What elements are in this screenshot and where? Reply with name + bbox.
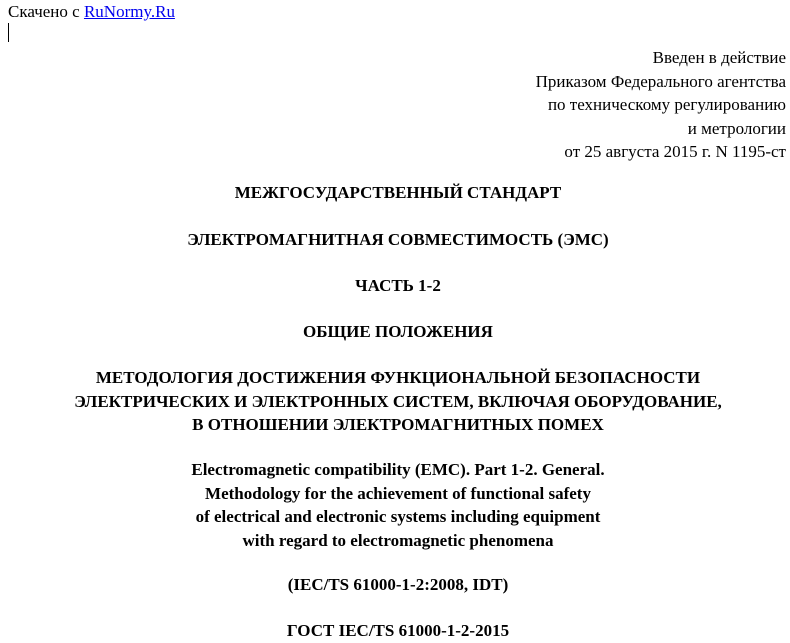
- intro-line: Введен в действие: [652, 48, 786, 67]
- source-line: [8, 2, 175, 22]
- methodology-line: В ОТНОШЕНИИ ЭЛЕКТРОМАГНИТНЫХ ПОМЕХ: [192, 415, 604, 434]
- intro-block: [536, 46, 786, 164]
- intro-line: по техническому регулированию: [547, 95, 786, 114]
- intro-line: от 25 августа 2015 г. N 1195-ст: [564, 142, 786, 161]
- text-cursor: [8, 23, 9, 42]
- methodology-line: ЭЛЕКТРИЧЕСКИХ И ЭЛЕКТРОННЫХ СИСТЕМ, ВКЛЮЧАЯ ОБОРУДОВАНИЕ,: [74, 391, 722, 411]
- standard-type: МЕЖГОСУДАРСТВЕННЫЙ СТАНДАРТ: [234, 183, 562, 202]
- iec-reference: (IEC/TS 61000-1-2:2008, IDT): [287, 575, 509, 594]
- general-section: ОБЩИЕ ПОЛОЖЕНИЯ: [303, 322, 493, 341]
- intro-line: и метрологии: [687, 118, 786, 138]
- english-title-line: Electromagnetic compatibility (EMC). Part 1-2. General.: [191, 460, 605, 479]
- part-number: ЧАСТЬ 1-2: [355, 276, 441, 295]
- english-title-line: of electrical and electronic systems including equipment: [195, 507, 601, 526]
- source-prefix: Скачено с: [8, 2, 80, 21]
- english-title-line: Methodology for the achievement of functional safety: [205, 483, 591, 503]
- intro-line: Приказом Федерального агентства: [535, 71, 786, 91]
- document-title: ЭЛЕКТРОМАГНИТНАЯ СОВМЕСТИМОСТЬ (ЭМС): [187, 230, 609, 249]
- gost-number: ГОСТ IEC/TS 61000-1-2-2015: [286, 621, 510, 640]
- source-link[interactable]: RuNormy.Ru: [83, 2, 175, 21]
- english-title-line: with regard to electromagnetic phenomena: [242, 530, 554, 550]
- methodology-line: МЕТОДОЛОГИЯ ДОСТИЖЕНИЯ ФУНКЦИОНАЛЬНОЙ БЕЗОПАСНОСТИ: [95, 368, 701, 387]
- methodology-title: [0, 366, 790, 437]
- english-title: [0, 458, 790, 552]
